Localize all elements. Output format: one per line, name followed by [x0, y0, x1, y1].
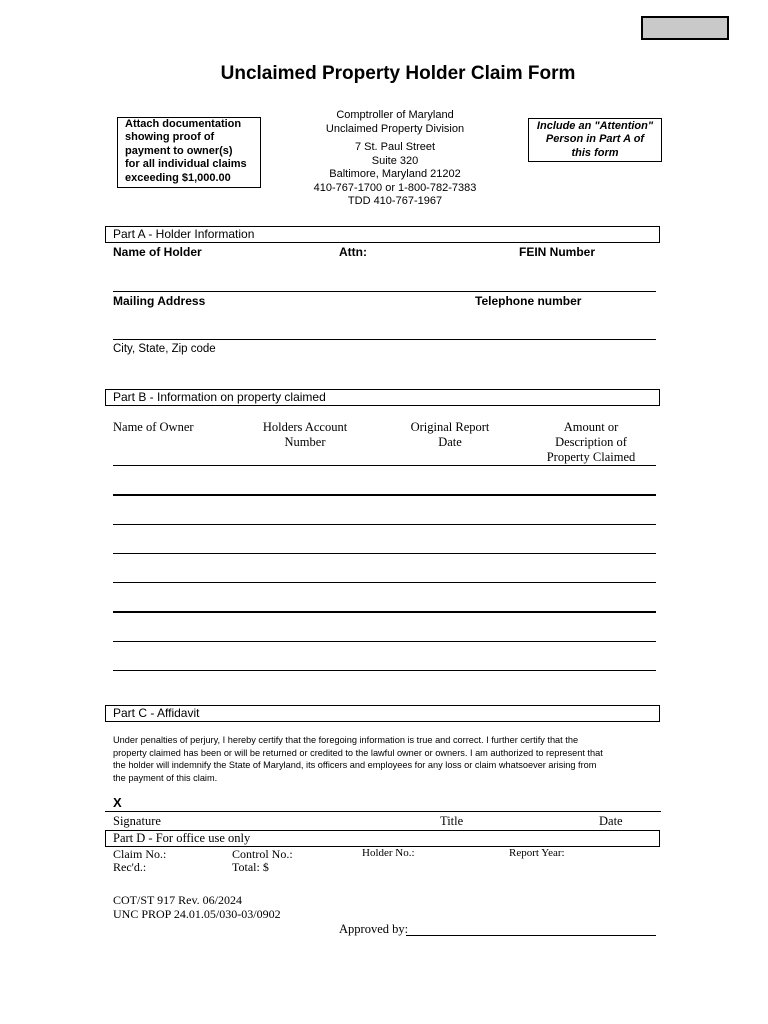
city-state-zip-label: City, State, Zip code	[113, 343, 216, 355]
fein-number-label: FEIN Number	[519, 245, 596, 259]
col-amount-description	[534, 420, 648, 465]
col-head-line: Date	[438, 435, 462, 449]
mailing-address-label: Mailing Address	[113, 294, 206, 308]
col-original-report-date	[404, 420, 496, 450]
mailing-address-line[interactable]	[113, 339, 656, 340]
col-head-line: Holders Account	[262, 420, 348, 434]
agency-name: Comptroller of Maryland	[336, 109, 454, 121]
affidavit-line: property claimed has been or will be returned or credited to the lawful owner or owners. I am authorized to represent that	[113, 747, 603, 758]
table-row-line[interactable]	[113, 641, 656, 642]
signature-x-mark: X	[113, 795, 122, 810]
holder-no-label: Holder No.:	[362, 847, 415, 859]
name-of-holder-label: Name of Holder	[113, 245, 202, 259]
control-no-label: Control No.:	[232, 847, 293, 861]
signature-label: Signature	[113, 814, 161, 828]
approved-by-line[interactable]	[406, 935, 656, 936]
agency-address	[290, 109, 500, 209]
phone-line: 410-767-1700 or 1-800-782-7383	[313, 181, 477, 194]
affidavit-text	[113, 734, 658, 784]
affidavit-line: Under penalties of perjury, I hereby certify that the foregoing information is true and correct. I further certify that the	[113, 735, 579, 745]
note-line: Include an "Attention"	[536, 120, 654, 132]
holder-name-line[interactable]	[113, 291, 656, 292]
table-row-line[interactable]	[113, 553, 656, 554]
form-id-box	[641, 16, 729, 40]
address-line: 7 St. Paul Street	[354, 141, 436, 153]
table-row-line[interactable]	[113, 670, 656, 671]
col-head-line: Number	[284, 435, 326, 449]
attention-note	[528, 118, 662, 162]
approved-by-label: Approved by:	[339, 922, 409, 936]
note-line: Attach documentation	[125, 118, 242, 130]
col-head-line: Amount or	[563, 420, 619, 434]
table-header-line	[113, 465, 656, 466]
telephone-number-label: Telephone number	[475, 294, 582, 308]
title-label: Title	[440, 814, 464, 828]
table-row-line[interactable]	[113, 582, 656, 583]
table-row-line[interactable]	[113, 524, 656, 525]
date-label: Date	[599, 814, 623, 828]
affidavit-line: the holder will indemnify the State of Maryland, its officers and employees for any loss or claim whatsoever arising from	[113, 760, 597, 771]
note-line: for all individual claims	[125, 158, 247, 171]
part-b-heading: Part B - Information on property claimed	[105, 389, 660, 406]
attach-documentation-note	[117, 117, 261, 188]
signature-line[interactable]	[105, 811, 661, 812]
claim-no-label: Claim No.:	[113, 847, 167, 861]
affidavit-line: the payment of this claim.	[113, 772, 218, 783]
report-year-label: Report Year:	[509, 847, 565, 859]
address-line: Suite 320	[371, 154, 419, 167]
table-row-line[interactable]	[113, 611, 656, 613]
page-title: Unclaimed Property Holder Claim Form	[220, 63, 576, 84]
table-row-line[interactable]	[113, 494, 656, 496]
attn-label: Attn:	[339, 245, 367, 259]
note-line: Person in Part A of	[545, 133, 645, 146]
tdd-line: TDD 410-767-1967	[347, 195, 443, 207]
unc-prop-code: UNC PROP 24.01.05/030-03/0902	[113, 907, 281, 921]
note-line: this form	[571, 146, 619, 159]
note-line: showing proof of	[125, 131, 215, 144]
col-head-line: Property Claimed	[546, 450, 636, 464]
part-a-heading: Part A - Holder Information	[105, 226, 660, 243]
total-label: Total: $	[232, 860, 269, 874]
form-number: COT/ST 917 Rev. 06/2024	[113, 893, 243, 907]
division-name: Unclaimed Property Division	[325, 122, 465, 135]
address-line: Baltimore, Maryland 21202	[329, 168, 461, 180]
col-head-line: Description of	[555, 435, 627, 449]
note-line: payment to owner(s)	[125, 144, 233, 157]
col-head-line: Original Report	[410, 420, 490, 434]
part-d-heading: Part D - For office use only	[105, 830, 660, 847]
recd-label: Rec'd.:	[113, 860, 147, 874]
note-line: exceeding $1,000.00	[125, 171, 231, 184]
col-holders-account-number	[252, 420, 358, 450]
part-c-heading: Part C - Affidavit	[105, 705, 660, 722]
col-name-of-owner: Name of Owner	[113, 420, 194, 434]
